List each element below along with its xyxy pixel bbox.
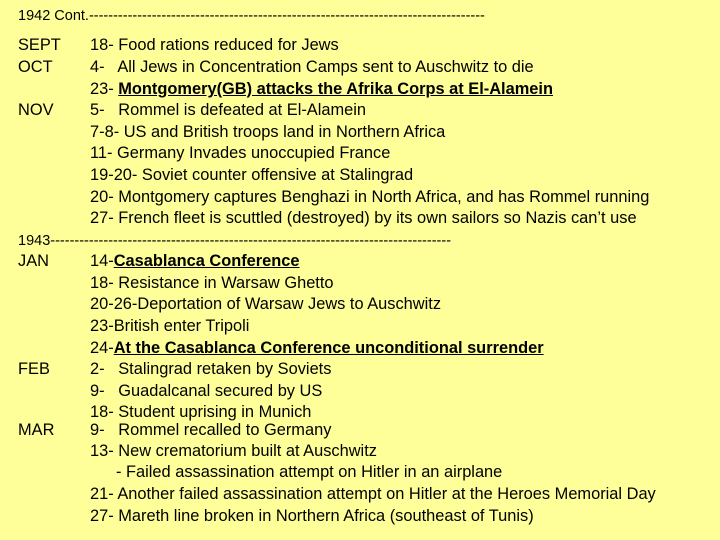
event-text [90,122,445,142]
event-text [90,338,544,358]
timeline-row [0,79,720,101]
month-label: NOV [18,101,54,119]
event-text-plain: 20-26-Deportation of Warsaw Jews to Auschwitz [90,295,442,313]
month-label: OCT [18,58,53,76]
event-text-plain: 19-20- Soviet counter offensive at Stalingrad [90,166,414,184]
event-text [90,100,366,120]
event-text-plain: 7-8- US and British troops land in Northern Africa [90,123,446,141]
month-label: SEPT [18,36,61,54]
event-text-emphasis: Montgomery(GB) attacks the Afrika Corps at El-Alamein [118,80,553,98]
event-text [90,143,390,163]
event-text [90,251,300,271]
timeline-row [0,251,720,273]
event-text-plain: 4- All Jews in Concentration Camps sent to Auschwitz to die [90,58,534,76]
timeline-row [0,316,720,338]
event-text-plain: 18- Student uprising in Munich [90,403,312,421]
event-text-plain: 13- New crematorium built at Auschwitz [90,442,377,460]
event-text-emphasis: Casablanca Conference [113,252,300,270]
event-text-plain: - Failed assassination attempt on Hitler in an airplane [116,463,503,481]
event-text [90,57,534,77]
event-text [90,381,322,401]
event-text [90,506,534,526]
timeline-row [0,484,720,506]
timeline-row [0,165,720,187]
event-text [90,187,649,207]
timeline-row [0,506,720,528]
event-text [90,420,331,440]
timeline-row [0,273,720,295]
timeline-row [0,187,720,209]
header-1943: 1943----------------------------------------------------------------------------------- [18,233,452,249]
header-1942: 1942 Cont.---------------------------------------------------------------------------------- [18,8,485,24]
event-text [90,165,413,185]
timeline-row [0,122,720,144]
timeline-row [0,35,720,57]
month-label: FEB [18,360,50,378]
event-text-emphasis: At the Casablanca Conference unconditional surrender [113,339,544,357]
event-text [90,35,339,55]
event-text [90,484,656,504]
event-text [90,359,331,379]
event-text [90,402,311,422]
timeline-row [0,381,720,403]
event-text [116,462,502,482]
event-text [90,441,377,461]
timeline-row [0,420,720,442]
event-text [90,79,553,99]
timeline-row [0,462,720,484]
event-text-plain: 9- Rommel recalled to Germany [90,421,332,439]
event-text [90,316,249,336]
timeline-row [0,441,720,463]
timeline-row [0,143,720,165]
timeline-row [0,57,720,79]
event-text-plain: 11- Germany Invades unoccupied France [90,144,391,162]
month-label: MAR [18,421,55,439]
event-text-plain: 18- Food rations reduced for Jews [90,36,339,54]
event-text [90,208,637,228]
event-text-plain: 20- Montgomery captures Benghazi in North Africa, and has Rommel running [90,188,650,206]
timeline-row [0,338,720,360]
timeline-row [0,359,720,381]
event-text-plain: 9- Guadalcanal secured by US [90,382,323,400]
event-text-plain: 27- Mareth line broken in Northern Africa (southeast of Tunis) [90,507,534,525]
timeline-row [0,294,720,316]
event-text [90,273,334,293]
event-text-plain: 5- Rommel is defeated at El-Alamein [90,101,367,119]
event-text-plain: 27- French fleet is scuttled (destroyed) by its own sailors so Nazis can’t use [90,209,637,227]
event-text-plain: 24- [90,339,114,357]
timeline-row [0,208,720,230]
event-text-plain: 23-British enter Tripoli [90,317,250,335]
event-text-plain: 2- Stalingrad retaken by Soviets [90,360,332,378]
event-text-plain: 14- [90,252,114,270]
event-text-plain: 21- Another failed assassination attempt on Hitler at the Heroes Memorial Day [90,485,656,503]
event-text-plain: 18- Resistance in Warsaw Ghetto [90,274,334,292]
timeline-row [0,100,720,122]
month-label: JAN [18,252,49,270]
event-text [90,294,441,314]
event-text-plain: 23- [90,80,119,98]
